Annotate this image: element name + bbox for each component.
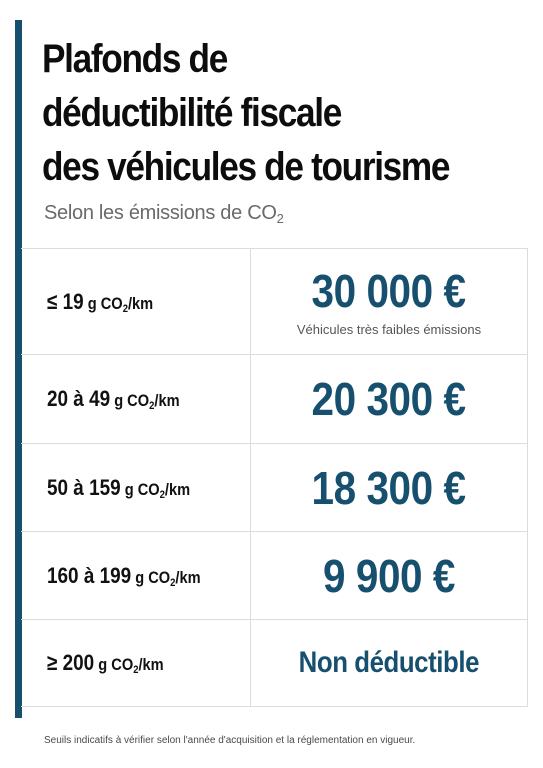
threshold-cell: [21, 249, 251, 354]
title-line-2: déductibilité fiscale: [42, 91, 341, 135]
threshold-unit-suffix: /km: [154, 391, 180, 410]
threshold-subscript: 2: [170, 576, 176, 589]
threshold-range: 160 à 199: [47, 562, 132, 588]
subtitle-text: Selon les émissions de CO: [44, 202, 277, 224]
threshold-label: [47, 475, 190, 501]
threshold-unit: g CO: [131, 567, 171, 587]
threshold-subscript: 2: [159, 488, 165, 501]
threshold-range: ≥ 200: [47, 650, 95, 675]
threshold-unit: g CO: [120, 479, 160, 499]
footer-note: Seuils indicatifs à vérifier selon l'année d'acquisition et la réglementation en vigueur.: [44, 735, 416, 746]
threshold-label: [47, 386, 180, 412]
amount-value: Non déductible: [298, 646, 480, 679]
threshold-range: ≤ 19: [47, 288, 84, 314]
amount-cell: [251, 620, 527, 706]
amount-cell: [251, 444, 527, 531]
table-row: [21, 620, 527, 706]
threshold-cell: [21, 444, 251, 531]
amount-cell: [251, 249, 527, 354]
table-row: [21, 355, 527, 444]
table-row: [21, 444, 527, 532]
threshold-unit: g CO: [94, 655, 134, 674]
threshold-label: [47, 289, 153, 315]
threshold-label: [47, 563, 201, 589]
threshold-unit: g CO: [110, 391, 150, 410]
subtitle: [44, 202, 284, 226]
amount-cell: [251, 532, 527, 619]
title-line-1: Plafonds de: [42, 37, 227, 81]
threshold-subscript: 2: [133, 664, 139, 676]
subtitle-subscript: 2: [276, 211, 284, 226]
threshold-label: [47, 650, 164, 676]
table-row: [21, 249, 527, 355]
threshold-range: 50 à 159: [47, 474, 121, 500]
threshold-subscript: 2: [149, 400, 155, 412]
threshold-unit-suffix: /km: [127, 293, 154, 313]
threshold-subscript: 2: [122, 302, 128, 315]
threshold-range: 20 à 49: [47, 386, 111, 411]
threshold-unit-suffix: /km: [175, 567, 201, 587]
threshold-unit: g CO: [83, 293, 123, 313]
amount-value: 18 300 €: [311, 461, 467, 514]
amount-note: Véhicules très faibles émissions: [296, 322, 482, 337]
threshold-unit-suffix: /km: [164, 479, 191, 499]
deductibility-table: [21, 248, 528, 707]
amount-value: 9 900 €: [322, 549, 455, 602]
amount-cell: [251, 355, 527, 443]
amount-value: 20 300 €: [311, 373, 467, 425]
threshold-cell: [21, 620, 251, 706]
amount-value: 30 000 €: [311, 265, 467, 317]
threshold-unit-suffix: /km: [138, 655, 164, 674]
table-row: [21, 532, 527, 620]
page-title: [42, 32, 464, 194]
title-line-3: des véhicules de tourisme: [42, 145, 450, 189]
threshold-cell: [21, 355, 251, 443]
threshold-cell: [21, 532, 251, 619]
